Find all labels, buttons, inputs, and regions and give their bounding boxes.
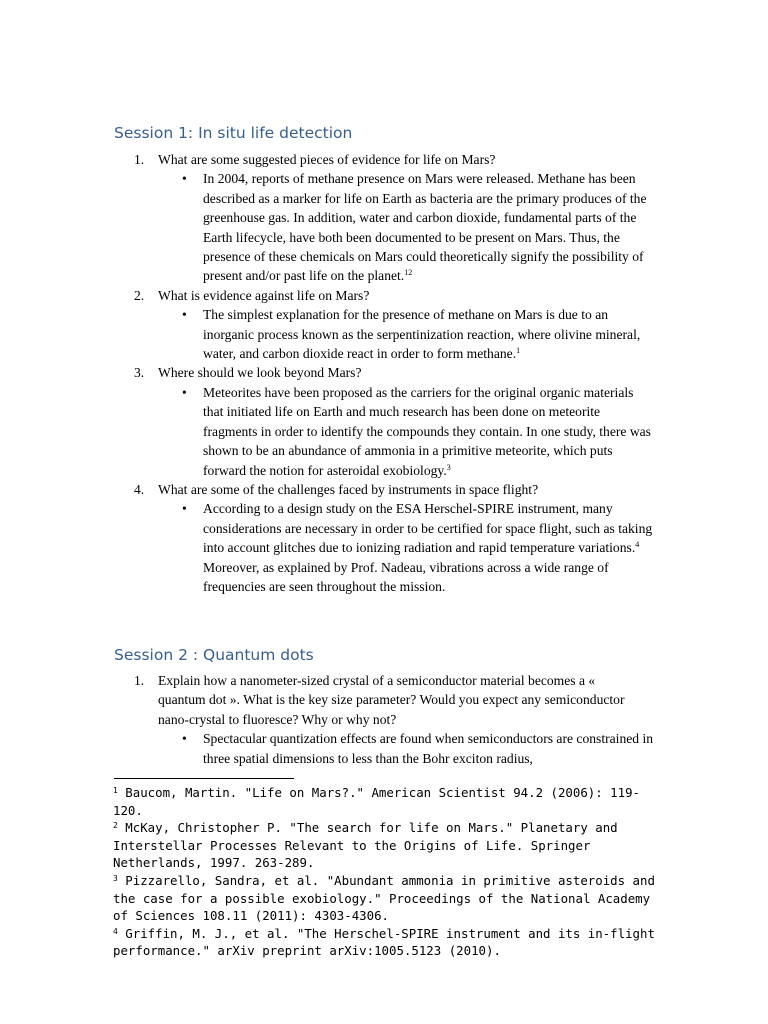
footnote-text: Griffin, M. J., et al. "The Herschel-SPIRE instrument and its in-flight performance." arXiv preprint arXiv:1005.5123 (2010).	[113, 925, 655, 959]
answer-item	[0, 729, 655, 768]
footnote-separator	[114, 778, 294, 779]
bullet-icon: •	[182, 731, 187, 747]
answer-list	[0, 383, 655, 480]
answer-item	[0, 499, 655, 596]
session-1-question-list	[0, 150, 655, 596]
session-2-heading: Session 2 : Quantum dots	[114, 646, 314, 664]
footnote-ref: 3	[446, 462, 451, 472]
footnotes	[113, 784, 658, 960]
question-number: 2.	[134, 287, 145, 303]
question-item	[0, 150, 642, 169]
answer-item	[0, 305, 655, 363]
footnote	[113, 925, 658, 960]
footnote	[113, 819, 658, 872]
footnote	[113, 872, 658, 925]
footnote-text: Baucom, Martin. "Life on Mars?." American Scientist 94.2 (2006): 119-120.	[113, 785, 641, 818]
footnote-ref: 1	[516, 346, 521, 356]
footnote-ref: 4	[635, 540, 640, 550]
answer-text: In 2004, reports of methane presence on Mars were released. Methane has been described as a marker for life on Earth as bacteria are the primary produces of the greenhouse gas. In addition, water and carbon dioxide, fundamental parts of the Earth lifecycle, have both been documented to be present on Mars. Thus, the presence of these chemicals on Mars could theoretically signify the possibility of present and/or past life on the planet.	[203, 171, 647, 284]
question-text: What are some of the challenges faced by instruments in space flight?	[158, 481, 539, 497]
question-text: Explain how a nanometer-sized crystal of a semiconductor material becomes a « quantum dot ». What is the key size parameter? Would you expect any semiconductor nano-crystal to fluoresce? Why or why not?	[158, 673, 625, 727]
question-text: Where should we look beyond Mars?	[158, 365, 362, 381]
bullet-icon: •	[182, 171, 187, 187]
question-item	[0, 363, 642, 382]
answer-text: The simplest explanation for the presence of methane on Mars is due to an inorganic process known as the serpentinization reaction, where olivine mineral, water, and carbon dioxide react in order to form methane.	[203, 307, 641, 362]
question-text: What is evidence against life on Mars?	[158, 287, 370, 303]
bullet-icon: •	[182, 307, 187, 323]
footnote-text: McKay, Christopher P. "The search for life on Mars." Planetary and Interstellar Processes Relevant to the Origins of Life. Springer Netherlands, 1997. 263-289.	[113, 820, 618, 871]
footnote-ref: 12	[404, 268, 413, 278]
answer-list	[0, 729, 655, 768]
bullet-icon: •	[182, 501, 187, 517]
answer-list	[0, 305, 655, 363]
question-item	[0, 286, 642, 305]
footnote-number: 1	[113, 786, 118, 795]
footnote-text: Pizzarello, Sandra, et al. "Abundant ammonia in primitive asteroids and the case for a possible exobiology." Proceedings of the National Academy of Sciences 108.11 (2011): 4303-4306.	[113, 872, 655, 924]
session-1-heading: Session 1: In situ life detection	[114, 124, 353, 142]
answer-text-continued: Moreover, as explained by Prof. Nadeau, vibrations across a wide range of frequencies are seen throughout the mission.	[203, 559, 609, 594]
question-number: 1.	[134, 152, 145, 167]
session-2-question-list	[0, 671, 655, 768]
footnote-number: 3	[113, 873, 118, 883]
bullet-icon: •	[182, 384, 187, 400]
answer-item	[0, 383, 655, 480]
answer-list	[0, 169, 655, 285]
question-item	[0, 671, 642, 729]
answer-text: Meteorites have been proposed as the carriers for the original organic materials that initiated life on Earth and much research has been done on meteorite fragments in order to identify the compounds they contain. In one study, there was shown to be an abundance of ammonia in a primitive meteorite, which puts forward the notion for asteroidal exobiology.	[203, 384, 651, 478]
footnote	[113, 784, 658, 819]
question-item	[0, 480, 642, 499]
answer-item	[0, 169, 655, 285]
question-number: 4.	[134, 481, 145, 497]
answer-list	[0, 499, 655, 596]
question-text: What are some suggested pieces of evidence for life on Mars?	[158, 152, 496, 167]
footnote-number: 2	[113, 821, 118, 831]
question-number: 3.	[134, 365, 145, 381]
question-number: 1.	[134, 673, 145, 688]
footnote-number: 4	[113, 926, 118, 936]
answer-text: According to a design study on the ESA Herschel-SPIRE instrument, many considerations are necessary in order to be certified for space flight, such as taking into account glitches due to ionizing radiation and rapid temperature variations.	[203, 501, 653, 556]
answer-text: Spectacular quantization effects are found when semiconductors are constrained in three spatial dimensions to less than the Bohr exciton radius,	[203, 731, 654, 766]
